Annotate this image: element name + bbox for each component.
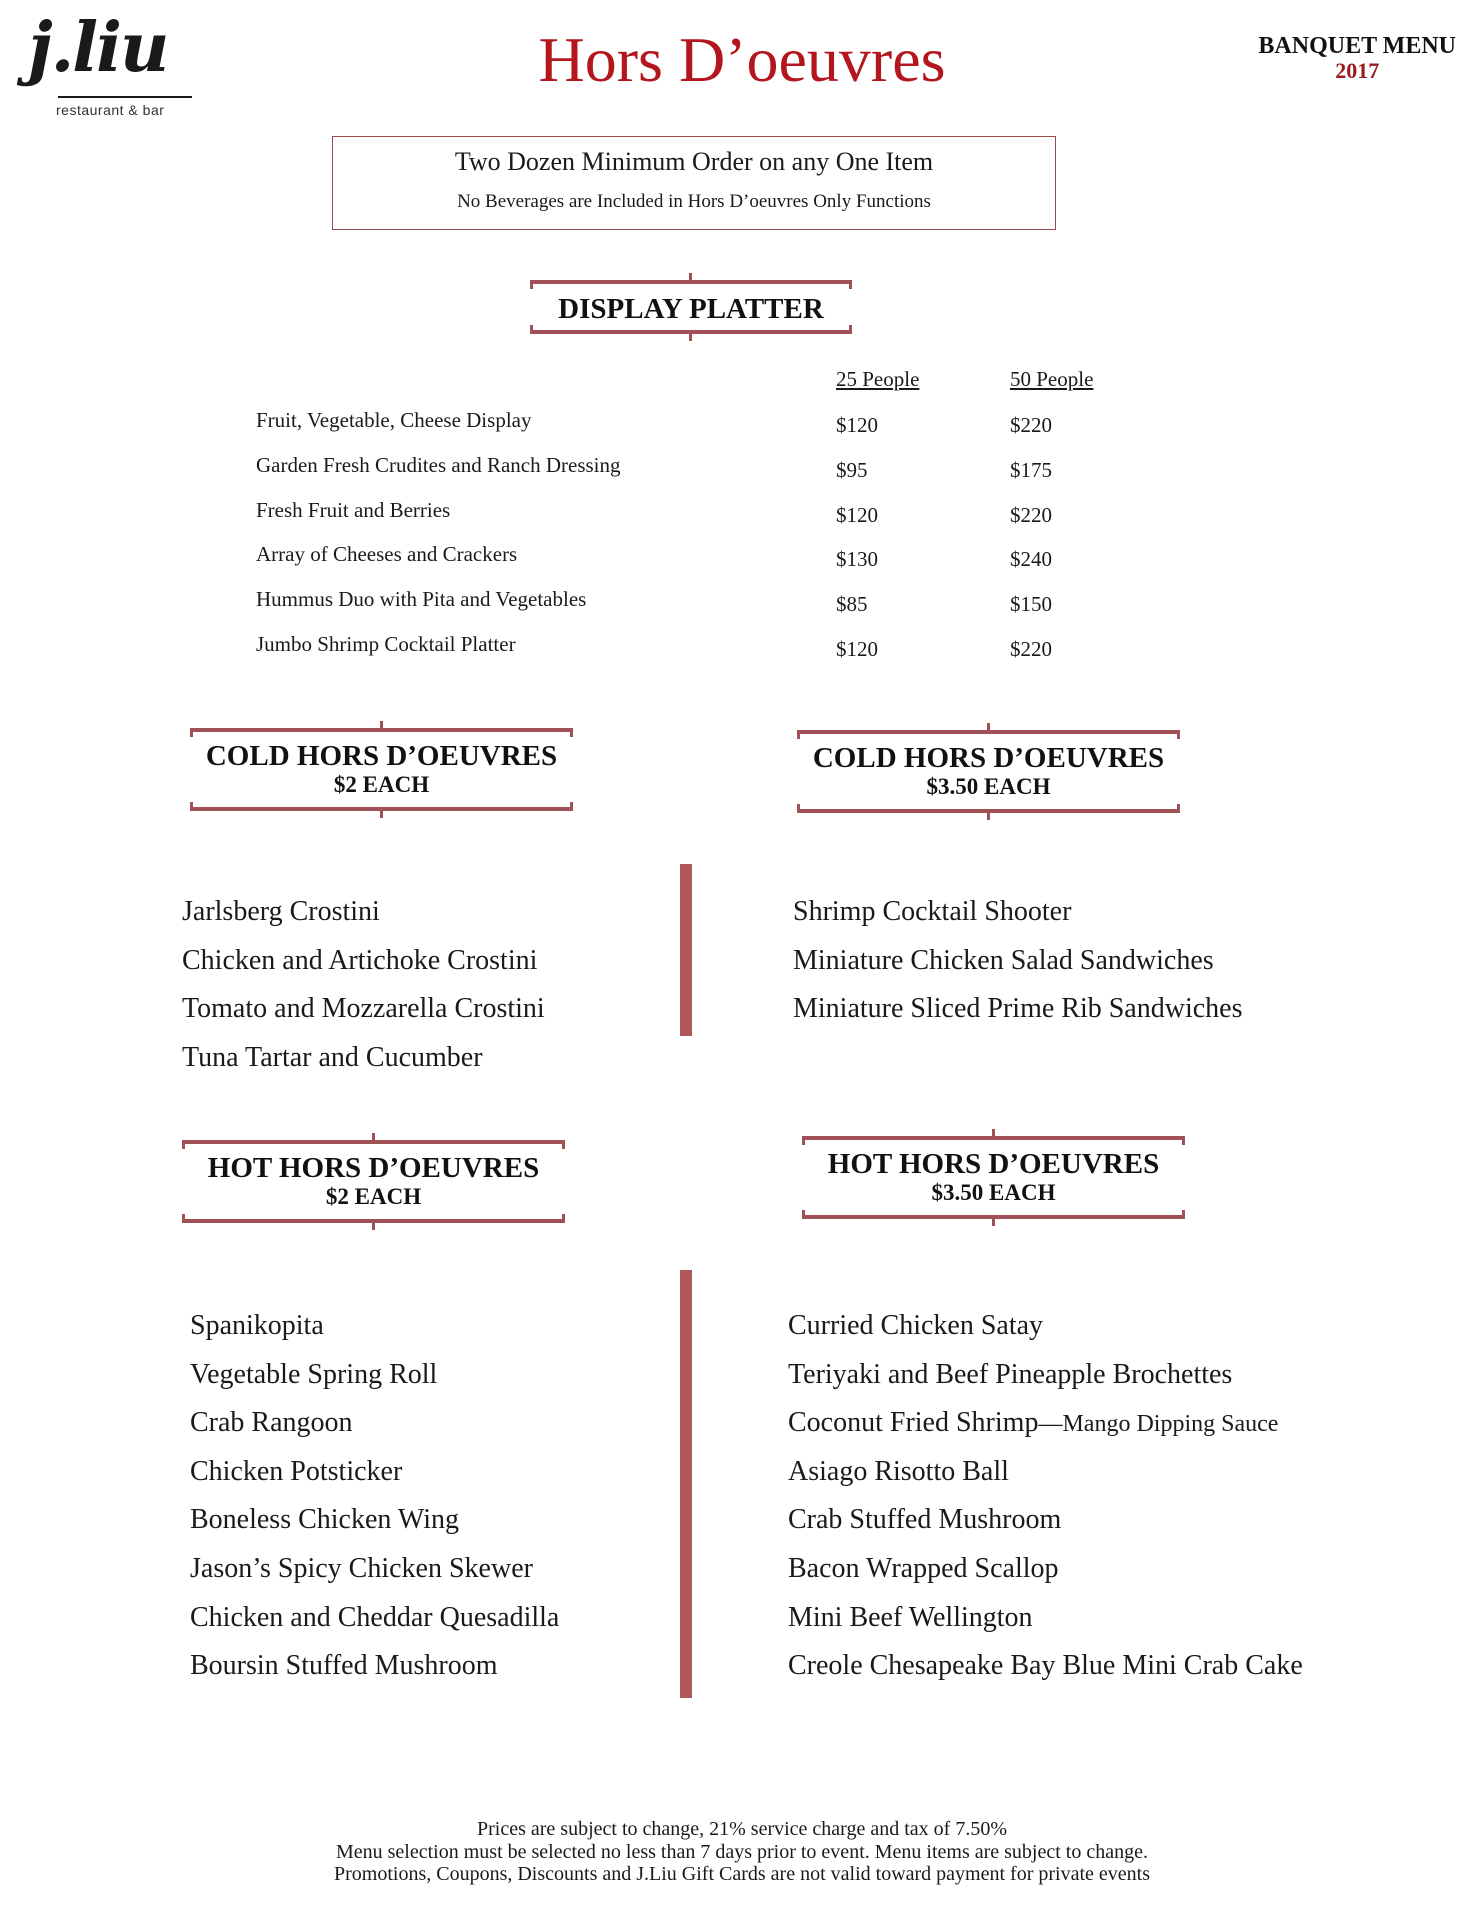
footer-line-3: Promotions, Coupons, Discounts and J.Liu Gift Cards are not valid toward payment for private events — [334, 1863, 1150, 1885]
list-item — [788, 1399, 1303, 1448]
footer-notes — [0, 1818, 1484, 1886]
column-divider — [680, 1270, 692, 1698]
cold-2-header — [190, 728, 573, 811]
list-item: Boneless Chicken Wing — [190, 1504, 459, 1536]
display-platter-header — [530, 280, 852, 336]
list-item: Boursin Stuffed Mushroom — [190, 1650, 498, 1682]
list-item: Curried Chicken Satay — [788, 1310, 1044, 1341]
column-header-25: 25 People — [836, 367, 920, 391]
price-25: $95 — [836, 458, 868, 482]
hot-2-list — [190, 1302, 559, 1691]
list-item: Chicken and Cheddar Quesadilla — [190, 1601, 560, 1633]
footer-line-1: Prices are subject to change, 21% service charge and tax of 7.50% — [477, 1818, 1007, 1840]
list-item: Crab Stuffed Mushroom — [788, 1504, 1062, 1536]
cold-2-list — [182, 888, 545, 1082]
item-name: Coconut Fried Shrimp — [788, 1407, 1039, 1439]
banquet-menu-label — [1258, 34, 1456, 82]
cold-350-list — [793, 888, 1243, 1034]
notice-line-2: No Beverages are Included in Hors D’oeuvres Only Functions — [457, 191, 931, 212]
hot-350-header — [802, 1136, 1185, 1219]
item-sauce-note: —Mango Dipping Sauce — [1038, 1411, 1279, 1438]
footer-line-2: Menu selection must be selected no less than 7 days prior to event. Menu items are subject to change. — [335, 1840, 1148, 1863]
list-item: Bacon Wrapped Scallop — [788, 1552, 1059, 1584]
hot-350-title: HOT HORS D’OEUVRES — [827, 1148, 1160, 1180]
price-25: $120 — [836, 413, 878, 437]
banquet-year: 2017 — [1335, 58, 1380, 84]
platter-item: Array of Cheeses and Crackers — [256, 542, 518, 566]
list-item: Crab Rangoon — [190, 1407, 353, 1439]
column-header-50: 50 People — [1010, 367, 1094, 391]
price-25: $120 — [836, 637, 878, 661]
list-item: Vegetable Spring Roll — [190, 1358, 438, 1390]
list-item: Jarlsberg Crostini — [182, 896, 380, 927]
price-50: $220 — [1010, 503, 1052, 527]
list-item: Asiago Risotto Ball — [788, 1455, 1009, 1487]
price-50: $150 — [1010, 592, 1052, 616]
list-item: Tuna Tartar and Cucumber — [182, 1041, 483, 1073]
hot-2-header — [182, 1140, 565, 1223]
logo-underline — [58, 96, 192, 98]
platter-item: Fresh Fruit and Berries — [256, 498, 451, 522]
list-item: Creole Chesapeake Bay Blue Mini Crab Cake — [788, 1650, 1303, 1682]
notice-line-1: Two Dozen Minimum Order on any One Item — [454, 147, 934, 176]
column-divider — [680, 864, 692, 1036]
price-25: $120 — [836, 503, 878, 527]
price-50: $220 — [1010, 637, 1052, 661]
hot-2-title: HOT HORS D’OEUVRES — [207, 1152, 540, 1184]
cold-2-title: COLD HORS D’OEUVRES — [205, 740, 558, 772]
list-item: Spanikopita — [190, 1310, 324, 1341]
cold-350-price: $3.50 EACH — [926, 774, 1051, 799]
list-item: Tomato and Mozzarella Crostini — [182, 993, 545, 1025]
list-item: Teriyaki and Beef Pineapple Brochettes — [788, 1358, 1233, 1390]
platter-item: Jumbo Shrimp Cocktail Platter — [256, 632, 516, 656]
hot-350-price: $3.50 EACH — [931, 1180, 1056, 1205]
page-title: Hors D’oeuvres — [538, 24, 946, 95]
price-50: $240 — [1010, 547, 1052, 571]
list-item: Chicken and Artichoke Crostini — [182, 944, 538, 976]
list-item: Miniature Chicken Salad Sandwiches — [793, 944, 1214, 976]
cold-2-price: $2 EACH — [333, 772, 430, 797]
logo-tagline: restaurant & bar — [56, 102, 165, 118]
platter-item: Hummus Duo with Pita and Vegetables — [256, 587, 587, 611]
cold-350-header — [797, 730, 1180, 813]
logo-mark: j.liu — [28, 8, 168, 88]
list-item: Miniature Sliced Prime Rib Sandwiches — [793, 993, 1243, 1025]
platter-item: Garden Fresh Crudites and Ranch Dressing — [256, 453, 621, 477]
platter-item: Fruit, Vegetable, Cheese Display — [256, 408, 532, 432]
price-25: $130 — [836, 547, 878, 571]
list-item: Mini Beef Wellington — [788, 1601, 1033, 1633]
price-25: $85 — [836, 592, 868, 616]
cold-350-title: COLD HORS D’OEUVRES — [812, 742, 1165, 774]
list-item: Jason’s Spicy Chicken Skewer — [190, 1552, 533, 1584]
hot-350-list — [788, 1302, 1303, 1691]
price-50: $220 — [1010, 413, 1052, 437]
minimum-order-notice — [332, 136, 1056, 230]
display-platter-title: DISPLAY PLATTER — [558, 293, 824, 325]
list-item: Shrimp Cocktail Shooter — [793, 896, 1072, 927]
list-item: Chicken Potsticker — [190, 1455, 403, 1487]
hot-2-price: $2 EACH — [325, 1184, 422, 1209]
price-50: $175 — [1010, 458, 1052, 482]
banquet-label: BANQUET MENU — [1258, 33, 1456, 59]
